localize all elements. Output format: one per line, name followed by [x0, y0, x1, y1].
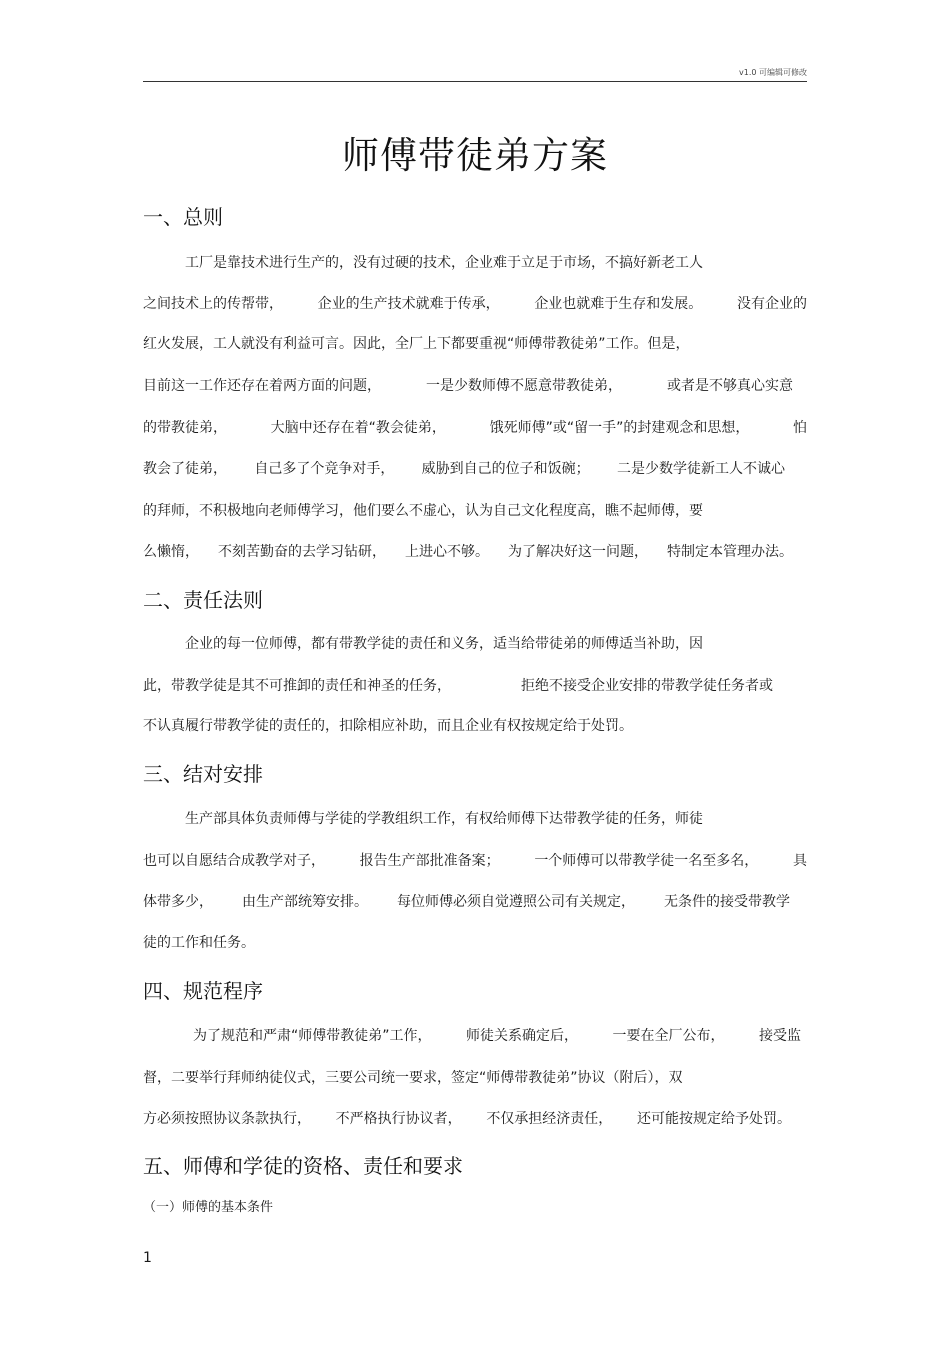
document-title: 师傅带徒弟方案 [342, 134, 608, 177]
header-version-note: v1.0 可编辑可修改 [739, 68, 807, 77]
paragraph-line: 红火发展，工人就没有利益可言。因此，全厂上下都要重视“师傅带教徒弟”工作。但是， [143, 336, 690, 352]
section-heading-5: 五、师傅和学徒的资格、责任和要求 [143, 1154, 463, 1178]
paragraph-line: 为了规范和严肃“师傅带教徒弟”工作， 师徒关系确定后， 一要在全厂公布， 接受监 [193, 1028, 801, 1044]
paragraph-line: 督，二要举行拜师纳徒仪式，三要公司统一要求，签定“师傅带教徒弟”协议（附后），双 [143, 1070, 683, 1086]
paragraph-line: 体带多少， 由生产部统筹安排。 每位师傅必须自觉遵照公司有关规定， 无条件的接受带教学 [143, 894, 790, 910]
page-number: 1 [143, 1250, 152, 1266]
paragraph-line: 的带教徒弟， 大脑中还存在着“教会徒弟， 饿死师傅”或“留一手”的封建观念和思想， 怕 [143, 420, 807, 436]
section-heading-4: 四、规范程序 [143, 979, 263, 1003]
paragraph-line: 生产部具体负责师傅与学徒的学教组织工作，有权给师傅下达带教学徒的任务，师徒 [185, 811, 703, 827]
section-heading-2: 二、责任法则 [143, 588, 263, 612]
paragraph-line: 也可以自愿结合成教学对子， 报告生产部批准备案； 一个师傅可以带教学徒一名至多名， 具 [143, 853, 807, 869]
paragraph-line: 徒的工作和任务。 [143, 935, 255, 951]
paragraph-line: 么懒惰， 不刻苦勤奋的去学习钻研， 上进心不够。 为了解决好这一问题， 特制定本管理办法。 [143, 544, 793, 560]
subsection-heading: （一）师傅的基本条件 [143, 1200, 274, 1215]
section-heading-3: 三、结对安排 [143, 762, 263, 786]
paragraph-line: 之间技术上的传帮带， 企业的生产技术就难于传承， 企业也就难于生存和发展。 没有企业的 [143, 296, 807, 312]
paragraph-line: 工厂是靠技术进行生产的，没有过硬的技术，企业难于立足于市场，不搞好新老工人 [185, 255, 703, 271]
paragraph-line: 此，带教学徒是其不可推卸的责任和神圣的任务， 拒绝不接受企业安排的带教学徒任务者或 [143, 678, 773, 694]
paragraph-line: 目前这一工作还存在着两方面的问题， 一是少数师傅不愿意带教徒弟， 或者是不够真心实意 [143, 378, 793, 394]
paragraph-line: 教会了徒弟， 自己多了个竞争对手， 威胁到自己的位子和饭碗； 二是少数学徒新工人不诚心 [143, 461, 785, 477]
section-heading-1: 一、总则 [143, 205, 223, 229]
paragraph-line: 的拜师，不积极地向老师傅学习，他们要么不虚心，认为自己文化程度高，瞧不起师傅，要 [143, 503, 703, 519]
paragraph-line: 企业的每一位师傅，都有带教学徒的责任和义务，适当给带徒弟的师傅适当补助，因 [185, 636, 703, 652]
paragraph-line: 方必须按照协议条款执行， 不严格执行协议者， 不仅承担经济责任， 还可能按规定给予处罚。 [143, 1111, 791, 1127]
header-rule [143, 81, 807, 82]
paragraph-line: 不认真履行带教学徒的责任的，扣除相应补助，而且企业有权按规定给于处罚。 [143, 718, 633, 734]
